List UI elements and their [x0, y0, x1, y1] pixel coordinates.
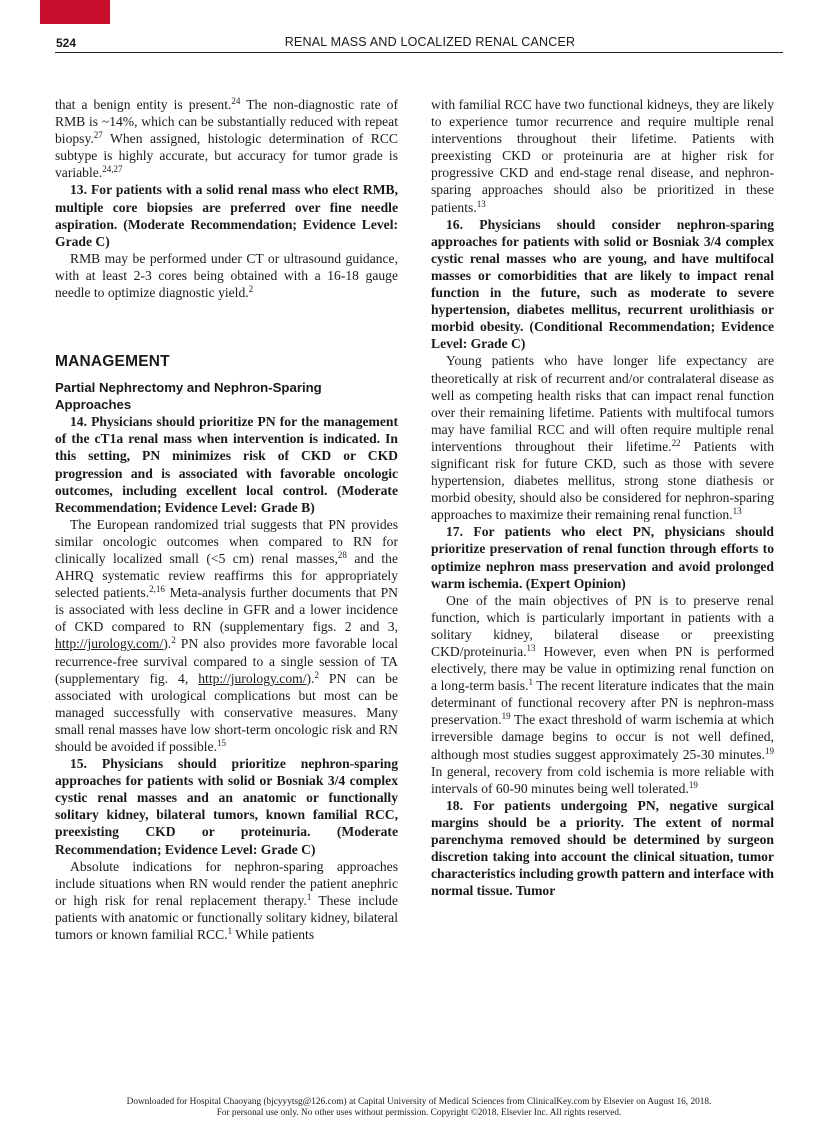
paragraph-biopsy-accuracy: that a benign entity is present.$^{24}$ The non-diagnostic rate of RMB is ~14%, which can be substantially reduced with repeat biopsy.$^{27}$ When assigned, histologic determination of RCC subtype is highly accurate, but accuracy for tumor grade is variable.$^{24,27}$: [55, 96, 398, 181]
jurology-link[interactable]: http://jurology.com/: [55, 636, 164, 652]
paragraph-young-patients: Young patients who have longer life expectancy are theoretically at risk of recurrent and/or contralateral disease as well as competing health risks that can impact renal function over their remaining lifetime. Patients with multifocal tumors may have familial RCC and will often require multiple renal interventions throughout their lifetime.$^{22}$ Patients with significant risk for future CKD, such as those with severe hypertension, diabetes mellitus, strong stone diathesis or morbid obesity, should also be considered for nephron-sparing approaches to maximize their remaining renal function.$^{13}$: [431, 353, 774, 523]
paragraph-absolute-indications: Absolute indications for nephron-sparing approaches include situations when RN would render the patient anephric or high risk for renal replacement therapy.$^1$ These include patients with anatomic or functionally solitary kidney, bilateral tumors or known familial RCC.$^1$ While patients: [55, 858, 399, 943]
footer-line: For personal use only. No other uses without permission. Copyright ©2018. Elsevier Inc. All rights reserved.: [216, 1108, 622, 1118]
paragraph-familial-rcc: with familial RCC have two functional kidneys, they are likely to experience tumor recurrence and require multiple renal interventions throughout their lifetime. Patients with preexisting CKD or proteinuria are at higher risk for progressive CKD and end-stage renal disease, and nephron-sparing approaches should also be prioritized in these patients.$^{13}$: [431, 97, 774, 215]
left-column: [55, 96, 398, 943]
right-column: [431, 96, 774, 899]
section-heading-management: MANAGEMENT: [55, 353, 170, 371]
recommendation-18: 18. For patients undergoing PN, negative surgical margins should be a priority. The extent of normal parenchyma removed should be determined by surgeon discretion taking into account the clinical situation, tumor characteristics including growth pattern and interface with normal tissue. Tumor: [431, 797, 774, 899]
download-footer: [60, 1097, 778, 1119]
header-rule: [55, 52, 783, 53]
subsection-heading-partial-nephrectomy: Partial Nephrectomy and Nephron-Sparing Approaches: [55, 380, 322, 412]
recommendation-17: 17. For patients who elect PN, physicians should prioritize preservation of renal function through efforts to optimize nephron mass preservation and avoid prolonged warm ischemia. (Expert Opinion): [431, 524, 774, 591]
running-title: RENAL MASS AND LOCALIZED RENAL CANCER: [284, 35, 576, 49]
paragraph-renal-function: One of the main objectives of PN is to preserve renal function, which is particularly important in patients with a solitary kidney, bilateral disease or preexisting CKD/proteinuria.$^{13}$ However, even when PN is performed electively, there may be value in optimizing renal function on a long-term basis.$^1$ The recent literature indicates that the main determinant of functional recovery after PN is nephron-mass preservation.$^{19}$ The exact threshold of warm ischemia at which irreversible damage begins to occur is not well defined, although most studies suggest approximately 25-30 minutes.$^{19}$ In general, recovery from cold ischemia is more reliable with intervals of 60-90 minutes being well tolerated.$^{19}$: [431, 592, 774, 796]
recommendation-14: 14. Physicians should prioritize PN for the management of the cT1a renal mass when intervention is indicated. In this setting, PN minimizes risk of CKD or CKD progression and is associated with favorable oncologic outcomes, including excellent local control. (Moderate Recommendation; Evidence Level: Grade B): [55, 414, 398, 515]
jurology-link[interactable]: http://jurology.com/: [198, 670, 307, 686]
paragraph-rmb-guidance: RMB may be performed under CT or ultrasound guidance, with at least 2-3 cores being obtained with a 16-18 gauge needle to optimize diagnostic yield.$^2$: [55, 250, 398, 301]
page-number: 524: [56, 36, 77, 50]
paragraph-european-trial: The European randomized trial suggests that PN provides similar oncologic outcomes when compared to RN for clinically localized small (<5 cm) renal masses,$^{28}$ and the AHRQ systematic review reaffirms this for appropriately selected patients.$^{2,16}$ Meta-analysis further documents that PN is associated with less decline in GFR and a lower incidence of CKD compared to RN (supplementary figs. 2 and 3, http://jurology.com/).$^2$ PN also provides more favorable local recurrence-free survival compared to a single session of TA (supplementary fig. 4, http://jurology.com/).$^2$ PN can be associated with urological complications but most can be managed successfully with conservative measures. Many small renal masses have low short-term oncologic risk and RN should be avoided if possible.$^{15}$: [55, 516, 398, 754]
recommendation-13: 13. For patients with a solid renal mass who elect RMB, multiple core biopsies are preferred over fine needle aspiration. (Moderate Recommendation; Evidence Level: Grade C): [55, 182, 398, 249]
footer-line: Downloaded for Hospital Chaoyang (bjcyyytsg@126.com) at Capital University of Medical Sciences from ClinicalKey.com by Elsevier on August 16, 2018.: [126, 1097, 712, 1107]
recommendation-16: 16. Physicians should consider nephron-sparing approaches for patients with solid or Bosniak 3/4 complex cystic renal masses who are young, and have multifocal masses or comorbidities that are likely to impact renal function in the future, such as moderate to severe hypertension, diabetes mellitus, recurrent urolithiasis or morbid obesity. (Conditional Recommendation; Evidence Level: Grade C): [431, 216, 774, 352]
color-tab-marker: [40, 0, 110, 24]
recommendation-15: 15. Physicians should prioritize nephron-sparing approaches for patients with solid or Bosniak 3/4 complex cystic renal masses and an anatomic or functionally solitary kidney, bilateral tumors, known familial RCC, preexisting CKD or proteinuria. (Moderate Recommendation; Evidence Level: Grade C): [55, 756, 398, 857]
